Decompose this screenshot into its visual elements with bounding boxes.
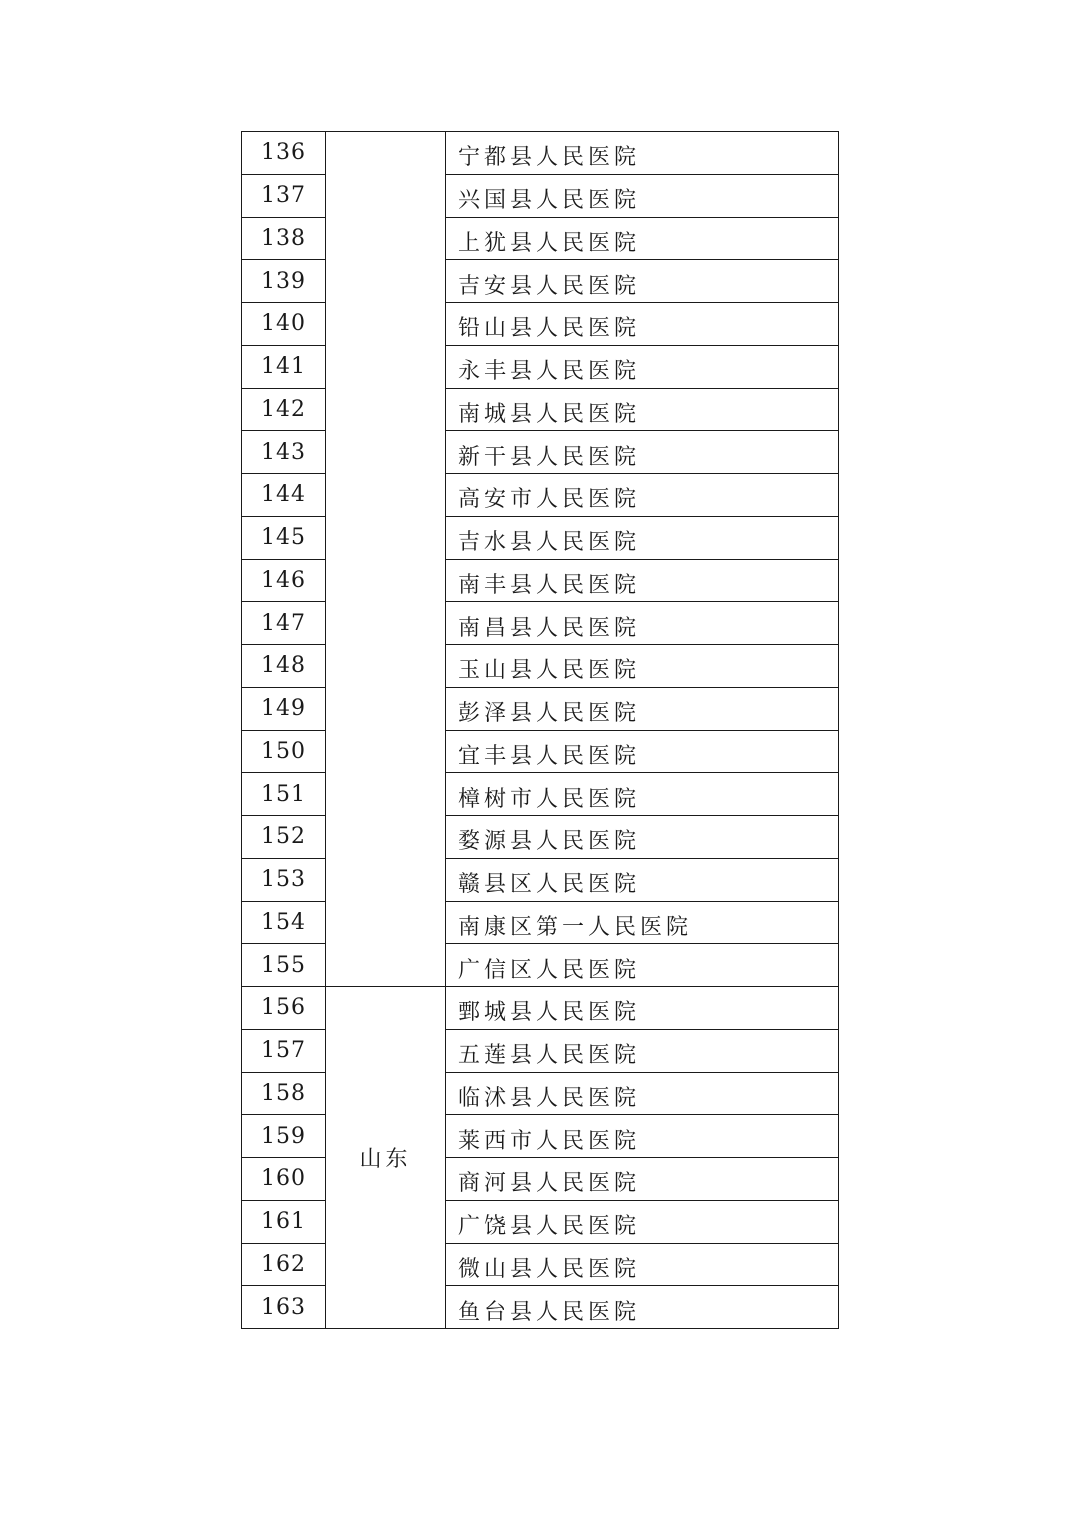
hospital-name: 鱼台县人民医院 [446, 1286, 839, 1329]
hospital-name: 南康区第一人民医院 [446, 901, 839, 944]
hospital-name: 宁都县人民医院 [446, 132, 839, 175]
row-number: 147 [242, 602, 326, 645]
row-number: 136 [242, 132, 326, 175]
province-cell [326, 132, 446, 987]
hospital-name: 南昌县人民医院 [446, 602, 839, 645]
row-number: 152 [242, 816, 326, 859]
hospital-name: 赣县区人民医院 [446, 858, 839, 901]
hospital-list-table [241, 131, 839, 1329]
hospital-name: 南城县人民医院 [446, 388, 839, 431]
hospital-name: 临沭县人民医院 [446, 1072, 839, 1115]
hospital-name: 广信区人民医院 [446, 944, 839, 987]
hospital-name: 商河县人民医院 [446, 1158, 839, 1201]
row-number: 163 [242, 1286, 326, 1329]
row-number: 137 [242, 174, 326, 217]
row-number: 143 [242, 431, 326, 474]
hospital-name: 彭泽县人民医院 [446, 687, 839, 730]
hospital-name: 广饶县人民医院 [446, 1200, 839, 1243]
hospital-name: 宜丰县人民医院 [446, 730, 839, 773]
hospital-name: 铅山县人民医院 [446, 303, 839, 346]
table-body [242, 132, 839, 1329]
row-number: 150 [242, 730, 326, 773]
row-number: 138 [242, 217, 326, 260]
province-cell: 山东 [326, 987, 446, 1329]
row-number: 142 [242, 388, 326, 431]
hospital-name: 鄄城县人民医院 [446, 987, 839, 1030]
hospital-name: 兴国县人民医院 [446, 174, 839, 217]
row-number: 159 [242, 1115, 326, 1158]
row-number: 149 [242, 687, 326, 730]
table-row [242, 987, 839, 1030]
hospital-name: 微山县人民医院 [446, 1243, 839, 1286]
hospital-name: 玉山县人民医院 [446, 645, 839, 688]
hospital-name: 莱西市人民医院 [446, 1115, 839, 1158]
hospital-name: 新干县人民医院 [446, 431, 839, 474]
row-number: 155 [242, 944, 326, 987]
hospital-name: 上犹县人民医院 [446, 217, 839, 260]
row-number: 146 [242, 559, 326, 602]
row-number: 160 [242, 1158, 326, 1201]
row-number: 145 [242, 516, 326, 559]
hospital-name: 南丰县人民医院 [446, 559, 839, 602]
hospital-name: 樟树市人民医院 [446, 773, 839, 816]
hospital-name: 永丰县人民医院 [446, 345, 839, 388]
table-row [242, 132, 839, 175]
row-number: 153 [242, 858, 326, 901]
row-number: 156 [242, 987, 326, 1030]
row-number: 161 [242, 1200, 326, 1243]
row-number: 141 [242, 345, 326, 388]
row-number: 144 [242, 474, 326, 517]
row-number: 148 [242, 645, 326, 688]
hospital-name: 高安市人民医院 [446, 474, 839, 517]
row-number: 154 [242, 901, 326, 944]
hospital-name: 吉安县人民医院 [446, 260, 839, 303]
hospital-name: 五莲县人民医院 [446, 1029, 839, 1072]
hospital-name: 婺源县人民医院 [446, 816, 839, 859]
row-number: 139 [242, 260, 326, 303]
row-number: 158 [242, 1072, 326, 1115]
row-number: 157 [242, 1029, 326, 1072]
row-number: 140 [242, 303, 326, 346]
row-number: 162 [242, 1243, 326, 1286]
row-number: 151 [242, 773, 326, 816]
hospital-name: 吉水县人民医院 [446, 516, 839, 559]
